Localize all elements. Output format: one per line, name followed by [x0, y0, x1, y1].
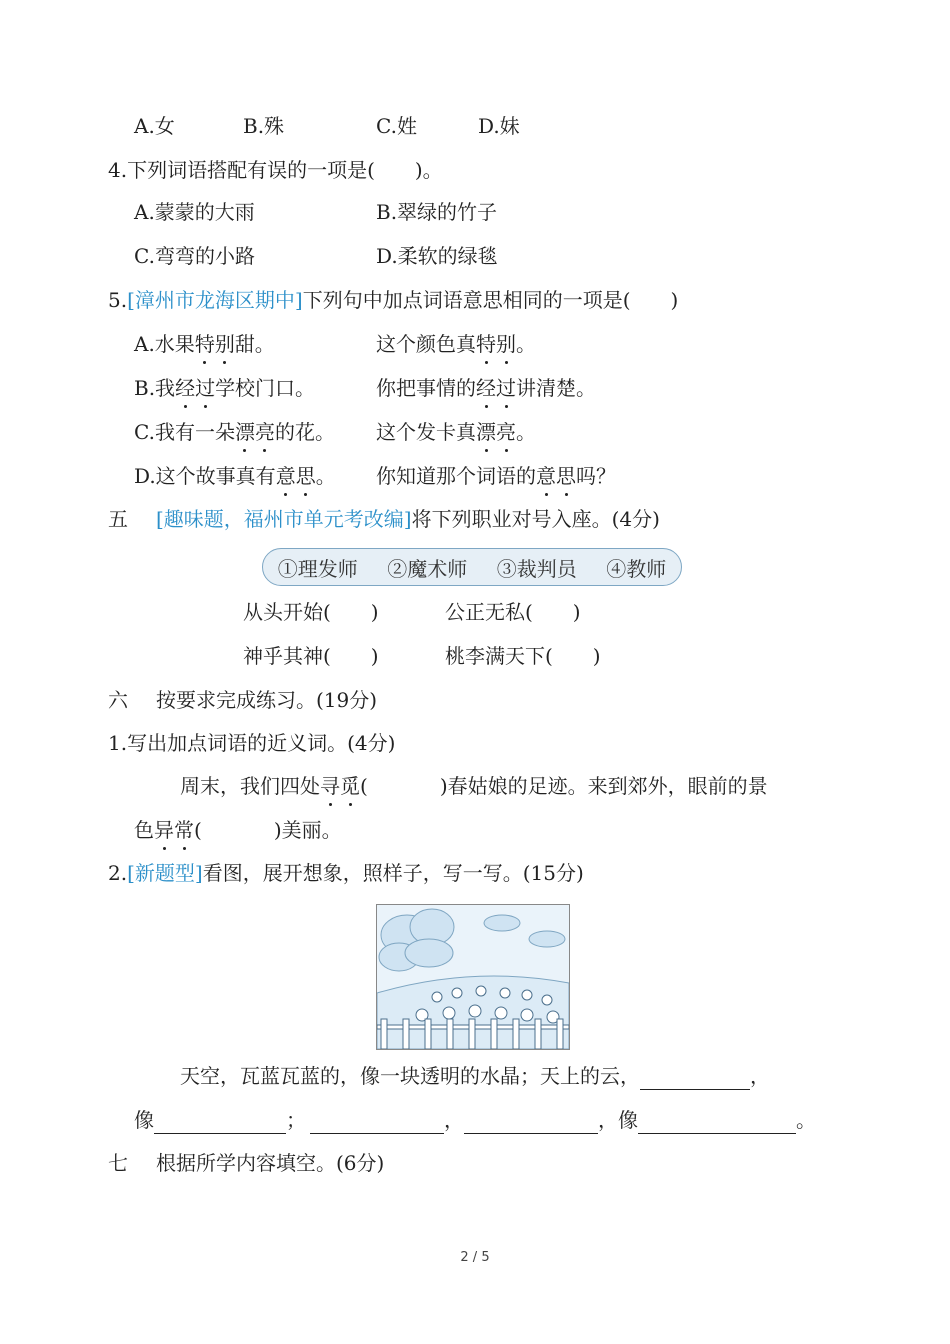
- emphasis-char: 思: [556, 464, 576, 488]
- emphasis-char: 别: [214, 332, 235, 356]
- s6-q2-tag: [新题型]: [127, 861, 203, 885]
- q5-d-right-pre: 你知道那个词语的: [376, 464, 536, 488]
- idiom-3: 神乎其神( ): [243, 644, 379, 668]
- emphasis-char: 意: [536, 464, 556, 488]
- section-7-heading: [108, 1149, 384, 1177]
- section-5-heading: [108, 505, 660, 533]
- q5-b-left-dotted: [175, 376, 215, 400]
- s6-q2-comma2: ，: [444, 1108, 464, 1132]
- blank-5[interactable]: [638, 1111, 796, 1134]
- q5-a-right-post: 。: [516, 332, 536, 356]
- emphasis-char: 特: [476, 332, 496, 356]
- q5-d-right-dotted: [536, 464, 576, 488]
- emphasis-char: 漂: [234, 420, 255, 444]
- emphasis-char: 过: [195, 376, 216, 400]
- s6-q1-l2-post: 美丽。: [281, 818, 342, 842]
- s6-q2-num: 2.: [108, 861, 128, 885]
- s6-q2-line2: [134, 1106, 816, 1134]
- q5-a-left-dotted: [195, 332, 235, 356]
- q5-b-left: [134, 374, 315, 402]
- q5-b-right-dotted: [476, 376, 516, 400]
- q5-b-right-pre: 你把事情的: [376, 376, 476, 400]
- q5-c-right-dotted: [476, 420, 516, 444]
- q5-b-right-post: 讲清楚。: [516, 376, 596, 400]
- q5-a-right: [376, 330, 536, 358]
- q3-option-c: C.姓: [376, 114, 417, 138]
- q3-option-a: A.女: [134, 114, 175, 138]
- q4-option-b: B.翠绿的竹子: [376, 200, 498, 224]
- s6-q2-like: 像: [134, 1108, 154, 1132]
- q5-c-left-pre: C.我有一朵: [134, 420, 235, 444]
- s6-q1-line2: [134, 816, 342, 844]
- s6-q1-l1-post: 春姑娘的足迹。来到郊外，眼前的景: [447, 774, 768, 798]
- emphasis-char: 亮: [496, 420, 516, 444]
- q5-source-tag: [漳州市龙海区期中]: [127, 288, 303, 312]
- s6-q1-stem: 1.写出加点词语的近义词。(4分): [108, 731, 396, 755]
- section-6-title: 按要求完成练习。(19分): [156, 688, 378, 712]
- q3-option-b: B.殊: [243, 114, 285, 138]
- emphasis-char: 经: [476, 376, 496, 400]
- s6-q1-paren-1[interactable]: (: [360, 774, 368, 798]
- idiom-2: 公正无私( ): [445, 600, 581, 624]
- section-7-num: 七: [108, 1151, 128, 1175]
- job-1: ①理发师: [277, 556, 358, 581]
- q5-c-right: [376, 418, 536, 446]
- q5-c-right-post: 。: [516, 420, 536, 444]
- q4-option-a: A.蒙蒙的大雨: [134, 200, 255, 224]
- jobs-word-box: [262, 548, 682, 586]
- q5-a-left-post: 甜。: [234, 332, 275, 356]
- q5-a-right-dotted: [476, 332, 516, 356]
- q4-stem: 4.下列词语搭配有误的一项是( )。: [108, 158, 443, 182]
- s6-q2-comma3: ，像: [598, 1108, 638, 1132]
- q5-d-left-post: 。: [315, 464, 336, 488]
- job-2: ②魔术师: [387, 556, 468, 581]
- s6-q1-paren-2-close: ): [273, 818, 282, 842]
- q5-stem: 下列句中加点词语意思相同的一项是( ): [302, 288, 679, 312]
- blank-1[interactable]: [640, 1067, 750, 1090]
- s6-q1-l1-dotted: [320, 774, 360, 798]
- job-4: ④教师: [606, 556, 667, 581]
- page-number: 2 / 5: [460, 1250, 490, 1265]
- idiom-4: 桃李满天下( ): [445, 644, 601, 668]
- garden-illustration-svg: [377, 905, 569, 1049]
- s6-q2-stem: 看图，展开想象，照样子，写一写。(15分): [202, 861, 584, 885]
- q5-b-left-pre: B.我: [134, 376, 176, 400]
- s6-q1-paren-2[interactable]: (: [194, 818, 202, 842]
- s6-q2-semi: ；: [286, 1108, 306, 1132]
- q5-b-left-post: 学校门口。: [215, 376, 316, 400]
- q3-option-d: D.妹: [478, 114, 520, 138]
- blank-4[interactable]: [464, 1111, 598, 1134]
- section-6-heading: [108, 686, 377, 714]
- emphasis-char: 寻: [320, 774, 340, 798]
- s6-q2-example: 天空，瓦蓝瓦蓝的，像一块透明的水晶；天上的云，: [180, 1064, 640, 1088]
- q4-option-c: C.弯弯的小路: [134, 244, 255, 268]
- section-5-title: 将下列职业对号入座。(4分): [411, 507, 660, 531]
- s6-q2-line1: [180, 1062, 770, 1090]
- s6-q1-line1: [180, 772, 768, 800]
- q5-c-left-post: 的花。: [274, 420, 335, 444]
- q5-a-right-pre: 这个颜色真: [376, 332, 476, 356]
- q5-d-left: [134, 462, 336, 490]
- q5-num: 5.: [108, 288, 128, 312]
- section-7-title: 根据所学内容填空。(6分): [156, 1151, 385, 1175]
- q5-stem-line: [108, 286, 678, 314]
- blank-3[interactable]: [310, 1111, 444, 1134]
- q5-c-right-pre: 这个发卡真: [376, 420, 476, 444]
- emphasis-char: 常: [174, 818, 194, 842]
- emphasis-char: 漂: [476, 420, 496, 444]
- q5-c-left: [134, 418, 335, 446]
- idiom-1: 从头开始( ): [243, 600, 379, 624]
- q5-c-left-dotted: [235, 420, 275, 444]
- section-6-num: 六: [108, 688, 128, 712]
- q5-d-left-dotted: [276, 464, 316, 488]
- q4-option-d: D.柔软的绿毯: [376, 244, 498, 268]
- s6-q1-paren-1-close: ): [439, 774, 448, 798]
- emphasis-char: 异: [154, 818, 174, 842]
- s6-q2-comma: ，: [750, 1064, 770, 1088]
- emphasis-char: 经: [175, 376, 196, 400]
- emphasis-char: 别: [496, 332, 516, 356]
- s6-q1-l2-dotted: [154, 818, 194, 842]
- section-5-num: 五: [108, 507, 128, 531]
- garden-illustration: [376, 904, 570, 1050]
- s6-q1-l1-pre: 周末，我们四处: [180, 774, 320, 798]
- q5-d-right: [376, 462, 616, 490]
- blank-2[interactable]: [154, 1111, 286, 1134]
- emphasis-char: 过: [496, 376, 516, 400]
- section-5-source-tag: [趣味题，福州市单元考改编]: [156, 507, 412, 531]
- q5-d-left-pre: D.这个故事真有: [134, 464, 276, 488]
- q5-b-right: [376, 374, 596, 402]
- emphasis-char: 亮: [254, 420, 275, 444]
- job-3: ③裁判员: [496, 556, 577, 581]
- emphasis-char: 思: [295, 464, 316, 488]
- q5-a-left-pre: A.水果: [134, 332, 195, 356]
- emphasis-char: 特: [194, 332, 215, 356]
- s6-q1-l2-pre: 色: [134, 818, 154, 842]
- q5-d-right-post: 吗？: [576, 464, 616, 488]
- emphasis-char: 觅: [340, 774, 360, 798]
- s6-q2-stem-line: [108, 859, 584, 887]
- s6-q2-end: 。: [796, 1108, 816, 1132]
- q5-a-left: [134, 330, 275, 358]
- emphasis-char: 意: [275, 464, 296, 488]
